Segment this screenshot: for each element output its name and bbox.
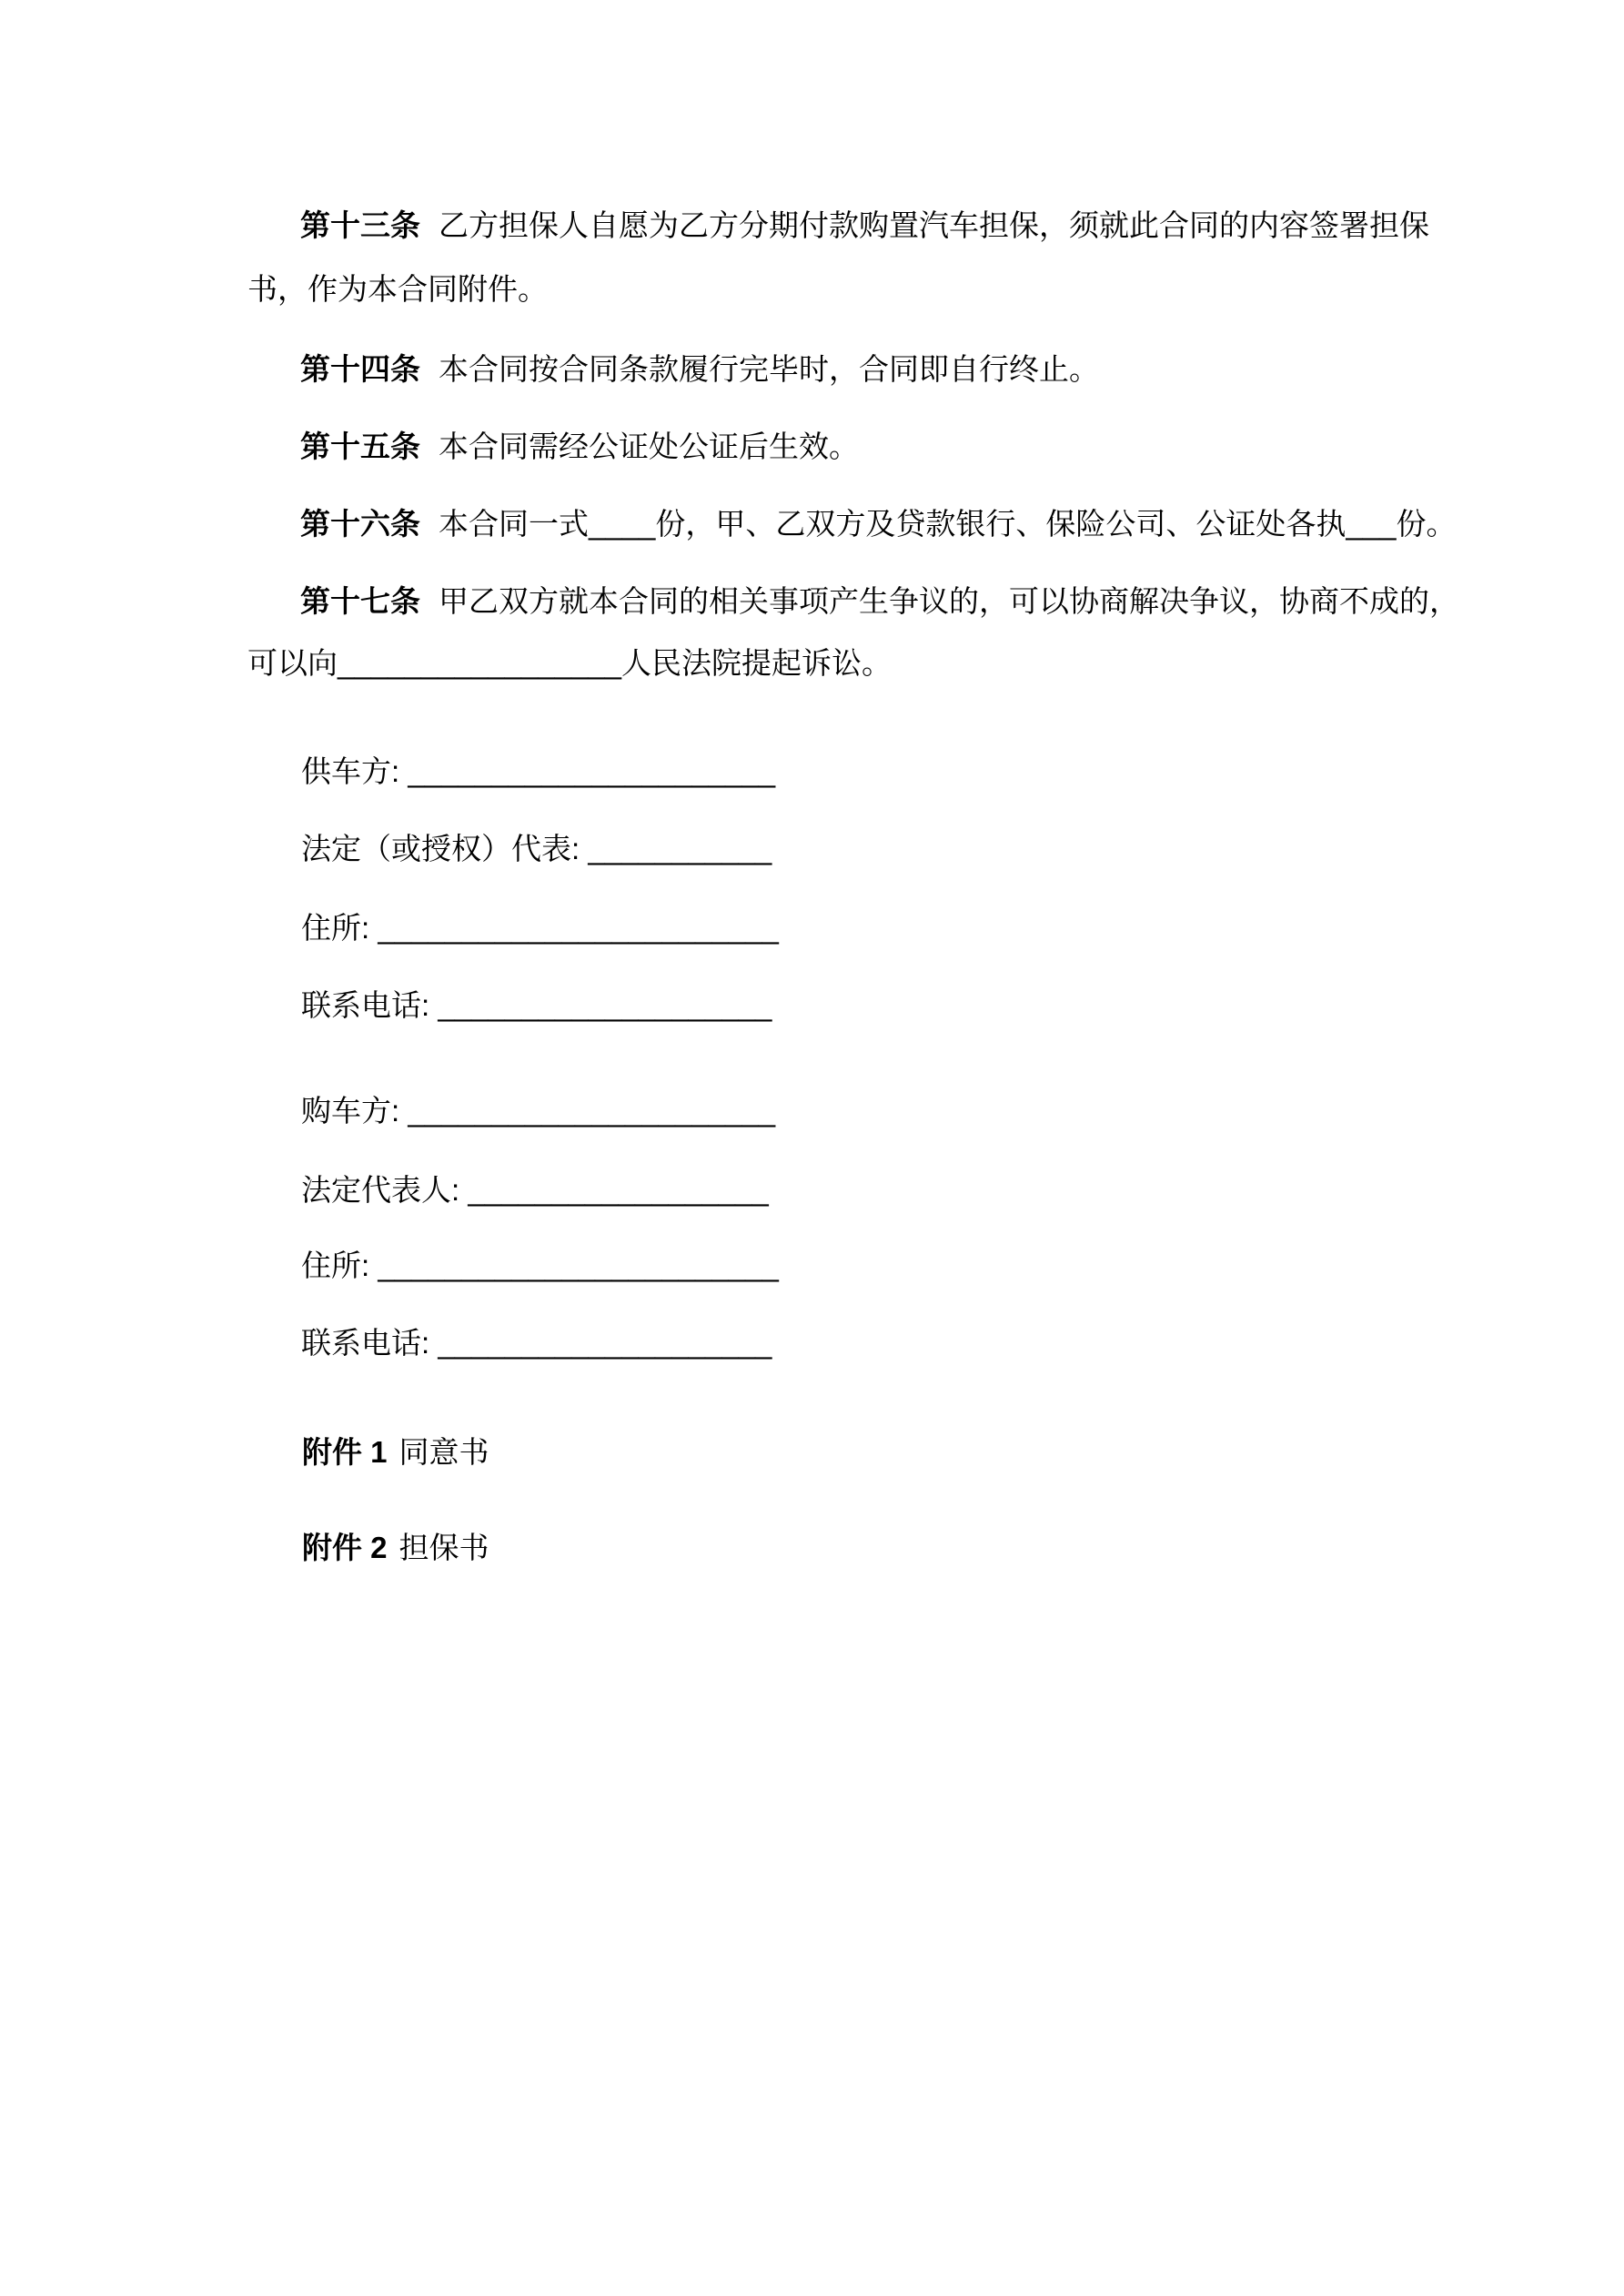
article-13-text-continued: 书，作为本合同附件。 — [247, 272, 548, 306]
buyer-address-line — [301, 1250, 779, 1280]
article-13-line-1 — [300, 210, 1429, 240]
buyer-phone-line — [301, 1328, 772, 1358]
buyer-name-line — [301, 1096, 775, 1126]
supplier-address-label: 住所: ________________________ — [301, 911, 779, 945]
article-16-line — [300, 509, 1456, 539]
supplier-phone-line — [301, 990, 772, 1020]
article-13-number: 第十三条 — [300, 208, 420, 242]
article-14-number: 第十四条 — [300, 352, 420, 386]
article-17-line-2 — [247, 648, 892, 678]
supplier-name-line — [301, 756, 775, 786]
attachment-2-line — [302, 1532, 489, 1563]
supplier-name-label: 供车方: ______________________ — [301, 754, 776, 788]
article-15-line — [300, 431, 859, 461]
attachment-1-title: 同意书 — [398, 1435, 489, 1469]
attachment-2-number: 附件 2 — [302, 1531, 388, 1564]
buyer-phone-label: 联系电话: ____________________ — [301, 1326, 772, 1360]
article-13-text: 乙方担保人自愿为乙方分期付款购置汽车担保，须就此合同的内容签署担保 — [439, 208, 1429, 242]
article-17-line-1 — [300, 586, 1459, 616]
supplier-representative-label: 法定（或授权）代表: ___________ — [301, 832, 772, 865]
attachment-2-title: 担保书 — [398, 1531, 489, 1564]
article-13-line-2 — [247, 274, 548, 304]
attachment-1-number: 附件 1 — [302, 1435, 388, 1469]
article-17-text: 甲乙双方就本合同的相关事项产生争议的，可以协商解决争议，协商不成的， — [439, 584, 1459, 618]
buyer-representative-label: 法定代表人: __________________ — [301, 1173, 769, 1207]
article-15-number: 第十五条 — [300, 430, 420, 463]
article-16-number: 第十六条 — [300, 507, 420, 541]
article-14-line — [300, 354, 1099, 384]
article-15-text: 本合同需经公证处公证后生效。 — [439, 430, 859, 463]
attachment-1-line — [302, 1437, 489, 1467]
article-17-text-continued: 可以向_________________人民法院提起诉讼。 — [247, 646, 893, 680]
buyer-name-label: 购车方: ______________________ — [301, 1094, 776, 1128]
buyer-representative-line — [301, 1175, 769, 1205]
article-14-text: 本合同按合同条款履行完毕时，合同即自行终止。 — [439, 352, 1099, 386]
supplier-phone-label: 联系电话: ____________________ — [301, 988, 772, 1022]
supplier-address-line — [301, 913, 779, 943]
buyer-address-label: 住所: ________________________ — [301, 1249, 779, 1282]
supplier-representative-line — [301, 834, 772, 864]
article-17-number: 第十七条 — [300, 584, 420, 618]
article-16-text: 本合同一式____份，甲、乙双方及贷款银行、保险公司、公证处各执___份。 — [439, 507, 1457, 541]
